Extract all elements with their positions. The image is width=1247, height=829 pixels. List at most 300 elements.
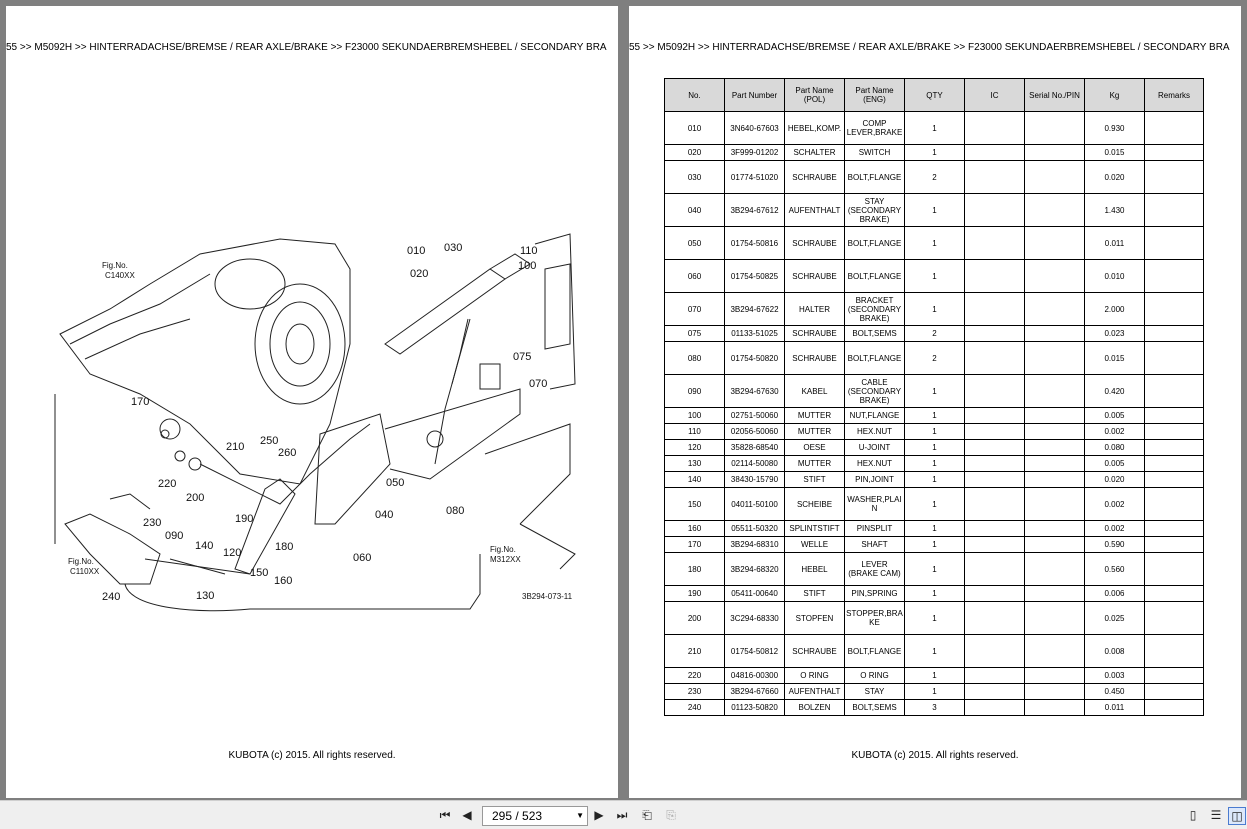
table-cell: [1145, 424, 1204, 440]
table-cell: 1: [905, 227, 965, 260]
table-cell: 0.590: [1085, 537, 1145, 553]
table-cell: 060: [665, 260, 725, 293]
first-page-icon[interactable]: ⏮: [439, 808, 451, 822]
table-cell: [1145, 537, 1204, 553]
table-cell: [965, 145, 1025, 161]
table-cell: 1: [905, 456, 965, 472]
table-cell: [1025, 488, 1085, 521]
table-cell: [965, 472, 1025, 488]
table-cell: 1: [905, 586, 965, 602]
table-cell: 38430-15790: [725, 472, 785, 488]
table-cell: PINSPLIT: [845, 521, 905, 537]
viewer-toolbar: [0, 800, 1247, 829]
table-cell: 240: [665, 700, 725, 716]
chevron-down-icon: ▼: [576, 811, 584, 820]
table-cell: BOLT,SEMS: [845, 700, 905, 716]
last-page-icon[interactable]: ⏭: [616, 808, 628, 822]
table-cell: [1145, 227, 1204, 260]
table-row: [665, 375, 1204, 408]
table-cell: [1025, 342, 1085, 375]
go-back-icon[interactable]: ⎗: [642, 808, 652, 822]
table-cell: [1145, 684, 1204, 700]
table-cell: 1: [905, 260, 965, 293]
table-cell: O RING: [845, 668, 905, 684]
table-cell: SCHRAUBE: [785, 161, 845, 194]
callout-130: 130: [196, 590, 215, 602]
column-header: Part Number: [725, 79, 785, 112]
callout-150: 150: [250, 567, 269, 579]
table-cell: BOLT,FLANGE: [845, 161, 905, 194]
table-row: [665, 440, 1204, 456]
table-row: [665, 537, 1204, 553]
table-cell: [965, 161, 1025, 194]
table-cell: 01774-51020: [725, 161, 785, 194]
table-cell: [965, 227, 1025, 260]
callout-050: 050: [386, 477, 405, 489]
table-cell: 02056-50060: [725, 424, 785, 440]
table-cell: 1.430: [1085, 194, 1145, 227]
table-row: [665, 488, 1204, 521]
table-cell: BOLT,FLANGE: [845, 260, 905, 293]
table-cell: [1145, 145, 1204, 161]
table-cell: MUTTER: [785, 408, 845, 424]
table-row: [665, 668, 1204, 684]
table-cell: [1145, 668, 1204, 684]
table-cell: 01123-50820: [725, 700, 785, 716]
table-cell: [1025, 537, 1085, 553]
table-cell: 0.025: [1085, 602, 1145, 635]
table-cell: [965, 440, 1025, 456]
table-cell: BOLZEN: [785, 700, 845, 716]
table-row: [665, 700, 1204, 716]
table-cell: 1: [905, 145, 965, 161]
table-cell: 1: [905, 635, 965, 668]
table-cell: 120: [665, 440, 725, 456]
table-cell: 0.930: [1085, 112, 1145, 145]
table-cell: BOLT,FLANGE: [845, 635, 905, 668]
table-cell: [1025, 112, 1085, 145]
table-cell: 01754-50816: [725, 227, 785, 260]
fig-ref-code-c110: C110XX: [70, 567, 100, 576]
table-cell: 070: [665, 293, 725, 326]
table-cell: HEBEL,KOMP.: [785, 112, 845, 145]
table-cell: BOLT,FLANGE: [845, 342, 905, 375]
table-cell: [1025, 684, 1085, 700]
column-header: Kg: [1085, 79, 1145, 112]
table-cell: STIFT: [785, 472, 845, 488]
table-cell: 0.023: [1085, 326, 1145, 342]
table-cell: 3N640-67603: [725, 112, 785, 145]
table-cell: HEX.NUT: [845, 424, 905, 440]
table-cell: 0.008: [1085, 635, 1145, 668]
table-cell: 3F999-01202: [725, 145, 785, 161]
drawing-code: 3B294-073-11: [522, 592, 573, 601]
callout-010: 010: [407, 245, 426, 257]
table-cell: 2: [905, 326, 965, 342]
diagram-drawing: [50, 224, 580, 624]
table-cell: [1025, 456, 1085, 472]
column-header: Remarks: [1145, 79, 1204, 112]
copyright-footer: KUBOTA (c) 2015. All rights reserved.: [228, 750, 396, 761]
table-cell: COMP LEVER,BRAKE: [845, 112, 905, 145]
table-cell: U-JOINT: [845, 440, 905, 456]
table-cell: [965, 488, 1025, 521]
table-cell: 35828-68540: [725, 440, 785, 456]
table-cell: 010: [665, 112, 725, 145]
table-cell: PIN,JOINT: [845, 472, 905, 488]
table-cell: [1145, 602, 1204, 635]
table-cell: [1025, 472, 1085, 488]
table-cell: [1025, 553, 1085, 586]
table-cell: 190: [665, 586, 725, 602]
table-cell: [1025, 375, 1085, 408]
table-cell: 020: [665, 145, 725, 161]
table-cell: [1025, 586, 1085, 602]
table-row: [665, 145, 1204, 161]
table-cell: 01133-51025: [725, 326, 785, 342]
callout-140: 140: [195, 540, 214, 552]
table-row: [665, 112, 1204, 145]
table-cell: [965, 521, 1025, 537]
table-cell: 0.005: [1085, 456, 1145, 472]
table-cell: 160: [665, 521, 725, 537]
table-cell: STAY: [845, 684, 905, 700]
table-cell: [1025, 194, 1085, 227]
table-cell: 1: [905, 488, 965, 521]
table-row: [665, 602, 1204, 635]
next-page-icon[interactable]: ▶: [594, 808, 604, 822]
table-cell: [1025, 326, 1085, 342]
table-cell: 230: [665, 684, 725, 700]
table-cell: [965, 326, 1025, 342]
callout-210: 210: [226, 441, 245, 453]
table-cell: WELLE: [785, 537, 845, 553]
table-row: [665, 342, 1204, 375]
callout-020: 020: [410, 268, 429, 280]
parts-table-body: [665, 112, 1204, 716]
copyright-footer: KUBOTA (c) 2015. All rights reserved.: [851, 750, 1019, 761]
table-cell: 130: [665, 456, 725, 472]
table-cell: [1145, 342, 1204, 375]
table-cell: 1: [905, 293, 965, 326]
table-cell: [1145, 521, 1204, 537]
table-cell: 0.420: [1085, 375, 1145, 408]
table-cell: [1145, 488, 1204, 521]
parts-table: [664, 78, 1204, 716]
table-cell: [1145, 472, 1204, 488]
table-cell: LEVER (BRAKE CAM): [845, 553, 905, 586]
two-page-view-icon[interactable]: ◫: [1228, 807, 1246, 825]
table-cell: [1025, 602, 1085, 635]
table-cell: 1: [905, 684, 965, 700]
callout-075: 075: [513, 351, 532, 363]
callout-070: 070: [529, 378, 548, 390]
table-cell: [965, 293, 1025, 326]
table-cell: 05511-50320: [725, 521, 785, 537]
table-row: [665, 227, 1204, 260]
table-cell: [1025, 521, 1085, 537]
table-cell: SHAFT: [845, 537, 905, 553]
table-cell: 100: [665, 408, 725, 424]
table-cell: 150: [665, 488, 725, 521]
table-cell: SCHRAUBE: [785, 227, 845, 260]
table-cell: [965, 342, 1025, 375]
table-row: [665, 326, 1204, 342]
table-cell: [1145, 700, 1204, 716]
table-cell: NUT,FLANGE: [845, 408, 905, 424]
table-cell: 3: [905, 700, 965, 716]
table-row: [665, 684, 1204, 700]
table-cell: SCHRAUBE: [785, 635, 845, 668]
table-cell: [1145, 260, 1204, 293]
fig-ref-label-m312: Fig.No.: [490, 545, 516, 554]
table-row: [665, 521, 1204, 537]
column-header: IC: [965, 79, 1025, 112]
table-cell: 1: [905, 194, 965, 227]
table-cell: 030: [665, 161, 725, 194]
table-cell: [1145, 326, 1204, 342]
table-cell: [965, 408, 1025, 424]
breadcrumb: 55 >> M5092H >> HINTERRADACHSE/BREMSE / REAR AXLE/BRAKE >> F23000 SEKUNDAERBREMSHEBEL / SECONDARY BRA: [6, 42, 607, 53]
table-cell: 210: [665, 635, 725, 668]
table-cell: [1025, 635, 1085, 668]
fig-ref-label-c110: Fig.No.: [68, 557, 94, 566]
table-cell: [1145, 112, 1204, 145]
callout-160: 160: [274, 575, 293, 587]
table-cell: 3B294-67630: [725, 375, 785, 408]
table-cell: 1: [905, 408, 965, 424]
table-cell: 04011-50100: [725, 488, 785, 521]
table-cell: AUFENTHALT: [785, 194, 845, 227]
callout-260: 260: [278, 447, 297, 459]
table-row: [665, 293, 1204, 326]
table-cell: [965, 194, 1025, 227]
table-cell: SCHRAUBE: [785, 326, 845, 342]
exploded-parts-diagram: [50, 224, 580, 624]
table-cell: 0.015: [1085, 342, 1145, 375]
callout-090: 090: [165, 530, 184, 542]
table-cell: 075: [665, 326, 725, 342]
table-cell: BOLT,SEMS: [845, 326, 905, 342]
table-cell: 0.015: [1085, 145, 1145, 161]
table-cell: SCHRAUBE: [785, 342, 845, 375]
column-header: No.: [665, 79, 725, 112]
table-cell: 3B294-68310: [725, 537, 785, 553]
table-cell: 01754-50812: [725, 635, 785, 668]
fig-ref-code-m312: M312XX: [490, 555, 521, 564]
column-header: Part Name (ENG): [845, 79, 905, 112]
table-cell: HEBEL: [785, 553, 845, 586]
continuous-view-icon[interactable]: ☰: [1210, 808, 1222, 822]
table-cell: 0.006: [1085, 586, 1145, 602]
table-cell: [1145, 456, 1204, 472]
table-cell: 0.002: [1085, 488, 1145, 521]
table-cell: [1025, 408, 1085, 424]
table-cell: [1145, 293, 1204, 326]
table-cell: 1: [905, 668, 965, 684]
table-cell: [1025, 424, 1085, 440]
table-cell: [1145, 161, 1204, 194]
table-cell: 01754-50820: [725, 342, 785, 375]
table-cell: 0.003: [1085, 668, 1145, 684]
table-cell: 1: [905, 424, 965, 440]
left-page: [6, 6, 618, 798]
table-cell: 0.450: [1085, 684, 1145, 700]
callout-240: 240: [102, 591, 121, 603]
table-cell: [965, 112, 1025, 145]
table-cell: 0.560: [1085, 553, 1145, 586]
table-cell: 0.002: [1085, 424, 1145, 440]
table-cell: 2.000: [1085, 293, 1145, 326]
table-cell: [1145, 194, 1204, 227]
callout-100: 100: [518, 260, 537, 272]
table-cell: STOPPER,BRAKE: [845, 602, 905, 635]
table-cell: 040: [665, 194, 725, 227]
table-cell: SPLINTSTIFT: [785, 521, 845, 537]
prev-page-icon[interactable]: ◀: [462, 808, 472, 822]
table-cell: 2: [905, 342, 965, 375]
table-cell: HALTER: [785, 293, 845, 326]
table-cell: 3B294-67612: [725, 194, 785, 227]
table-cell: 170: [665, 537, 725, 553]
table-cell: 04816-00300: [725, 668, 785, 684]
table-cell: AUFENTHALT: [785, 684, 845, 700]
table-cell: [965, 553, 1025, 586]
table-cell: 01754-50825: [725, 260, 785, 293]
table-cell: [965, 635, 1025, 668]
page-selector[interactable]: [482, 806, 588, 826]
table-cell: SCHEIBE: [785, 488, 845, 521]
callout-120: 120: [223, 547, 242, 559]
table-cell: 1: [905, 602, 965, 635]
callout-230: 230: [143, 517, 162, 529]
table-row: [665, 553, 1204, 586]
table-header-row: [665, 79, 1204, 112]
table-cell: 02114-50080: [725, 456, 785, 472]
table-cell: 3C294-68330: [725, 602, 785, 635]
callout-250: 250: [260, 435, 279, 447]
table-cell: [1025, 227, 1085, 260]
table-row: [665, 586, 1204, 602]
table-cell: [965, 668, 1025, 684]
table-cell: 140: [665, 472, 725, 488]
column-header: Part Name (POL): [785, 79, 845, 112]
table-cell: MUTTER: [785, 456, 845, 472]
callout-040: 040: [375, 509, 394, 521]
table-cell: [1025, 440, 1085, 456]
table-cell: 0.005: [1085, 408, 1145, 424]
table-cell: 1: [905, 553, 965, 586]
table-row: [665, 472, 1204, 488]
table-cell: 1: [905, 440, 965, 456]
table-cell: [965, 684, 1025, 700]
fig-ref-code-c140: C140XX: [105, 271, 135, 280]
table-cell: 0.011: [1085, 700, 1145, 716]
column-header: QTY: [905, 79, 965, 112]
table-cell: 0.011: [1085, 227, 1145, 260]
table-row: [665, 194, 1204, 227]
table-cell: [1145, 635, 1204, 668]
table-cell: 180: [665, 553, 725, 586]
table-cell: [965, 537, 1025, 553]
callout-190: 190: [235, 513, 254, 525]
right-page: [629, 6, 1241, 798]
table-cell: MUTTER: [785, 424, 845, 440]
table-cell: [1145, 586, 1204, 602]
table-cell: 110: [665, 424, 725, 440]
table-cell: STOPFEN: [785, 602, 845, 635]
callout-110: 110: [520, 245, 538, 257]
table-cell: 1: [905, 375, 965, 408]
table-cell: [965, 424, 1025, 440]
table-cell: PIN,SPRING: [845, 586, 905, 602]
table-cell: BRACKET (SECONDARY BRAKE): [845, 293, 905, 326]
table-cell: BOLT,FLANGE: [845, 227, 905, 260]
page-indicator: 295 / 523: [492, 809, 543, 823]
table-cell: 1: [905, 472, 965, 488]
table-cell: [1025, 700, 1085, 716]
table-row: [665, 424, 1204, 440]
table-cell: [965, 375, 1025, 408]
callout-180: 180: [275, 541, 294, 553]
callout-060: 060: [353, 552, 372, 564]
callout-030: 030: [444, 242, 463, 254]
table-cell: [965, 260, 1025, 293]
table-cell: OESE: [785, 440, 845, 456]
table-cell: 1: [905, 521, 965, 537]
table-cell: SCHRAUBE: [785, 260, 845, 293]
table-cell: STAY (SECONDARY BRAKE): [845, 194, 905, 227]
callout-220: 220: [158, 478, 177, 490]
table-cell: 05411-00640: [725, 586, 785, 602]
table-cell: 0.002: [1085, 521, 1145, 537]
table-cell: 080: [665, 342, 725, 375]
table-cell: 090: [665, 375, 725, 408]
table-cell: 3B294-67622: [725, 293, 785, 326]
table-cell: [965, 602, 1025, 635]
table-row: [665, 456, 1204, 472]
table-cell: 2: [905, 161, 965, 194]
column-header: Serial No./PIN: [1025, 79, 1085, 112]
table-row: [665, 260, 1204, 293]
table-cell: [1145, 440, 1204, 456]
table-cell: 220: [665, 668, 725, 684]
table-cell: WASHER,PLAIN: [845, 488, 905, 521]
fig-ref-label-c140: Fig.No.: [102, 261, 128, 270]
table-cell: HEX.NUT: [845, 456, 905, 472]
table-cell: SWITCH: [845, 145, 905, 161]
table-cell: STIFT: [785, 586, 845, 602]
table-cell: 0.010: [1085, 260, 1145, 293]
table-cell: [965, 586, 1025, 602]
table-cell: CABLE (SECONDARY BRAKE): [845, 375, 905, 408]
table-cell: [1145, 553, 1204, 586]
go-forward-icon[interactable]: ⎘: [666, 808, 676, 822]
callout-170: 170: [131, 396, 150, 408]
table-cell: [1025, 668, 1085, 684]
table-cell: [1025, 260, 1085, 293]
table-cell: 0.020: [1085, 161, 1145, 194]
table-cell: 3B294-68320: [725, 553, 785, 586]
table-cell: [965, 700, 1025, 716]
table-cell: 0.020: [1085, 472, 1145, 488]
breadcrumb: 55 >> M5092H >> HINTERRADACHSE/BREMSE / REAR AXLE/BRAKE >> F23000 SEKUNDAERBREMSHEBEL / SECONDARY BRA: [629, 42, 1230, 53]
table-cell: [1025, 293, 1085, 326]
table-cell: 02751-50060: [725, 408, 785, 424]
table-cell: 200: [665, 602, 725, 635]
table-cell: 050: [665, 227, 725, 260]
single-page-view-icon[interactable]: ▯: [1189, 808, 1197, 822]
